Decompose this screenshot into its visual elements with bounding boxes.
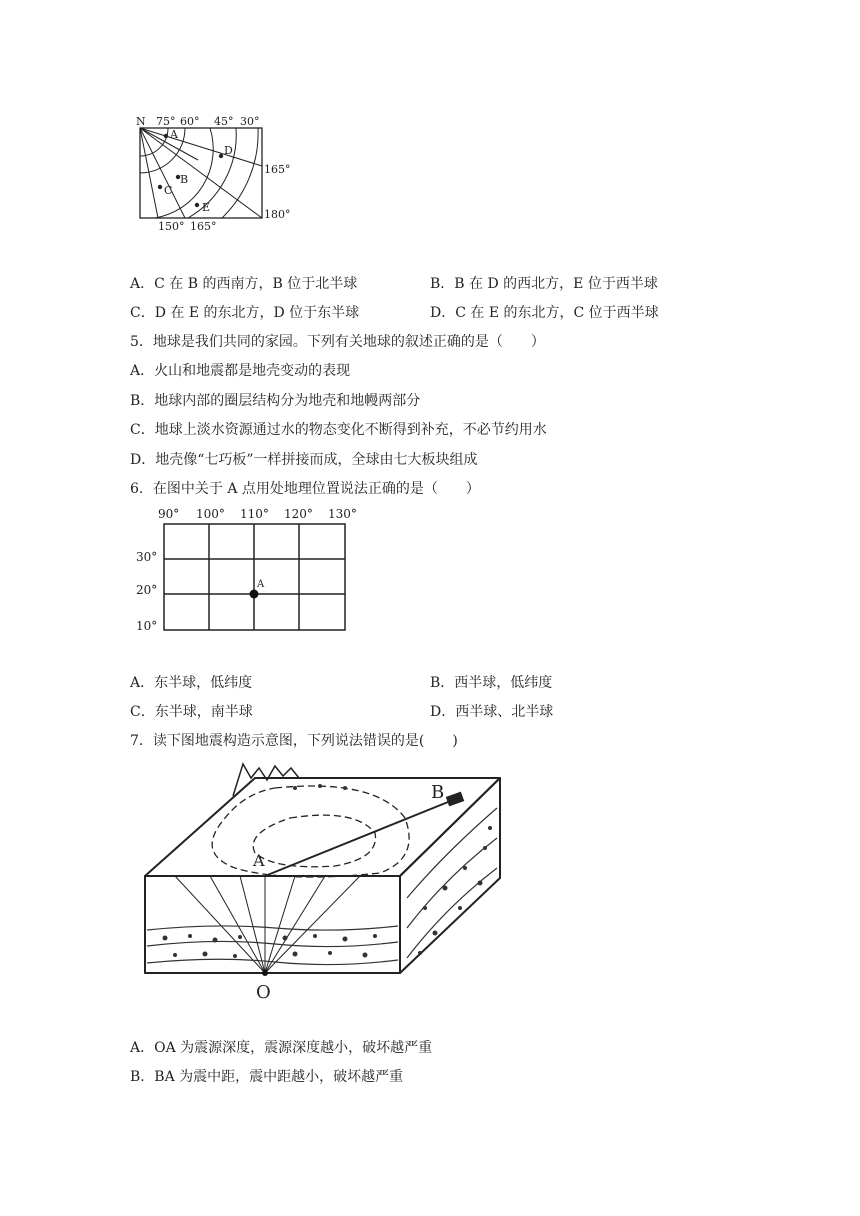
q4-option-b: B．B 在 D 的西北方，E 位于西半球	[430, 276, 658, 292]
point-c-label: C	[164, 184, 173, 197]
q5-stem: 5．地球是我们共同的家园。下列有关地球的叙述正确的是（ ）	[130, 334, 545, 350]
q5-option-a: A．火山和地震都是地壳变动的表现	[130, 363, 351, 379]
q5-option-b: B．地球内部的圈层结构分为地壳和地幔两部分	[130, 393, 421, 409]
lon-label-120: 120°	[284, 507, 313, 521]
q7-option-a: A．OA 为震源深度，震源深度越小，破坏越严重	[130, 1040, 433, 1056]
label-lon-165-bottom: 165°	[190, 220, 217, 233]
lat-label-30: 30°	[136, 550, 158, 564]
label-lon-150: 150°	[158, 220, 185, 233]
point-b-label: B	[431, 782, 445, 803]
q6-option-b: B．西半球，低纬度	[430, 675, 553, 691]
q4-option-a: A．C 在 B 的西南方，B 位于北半球	[130, 276, 358, 292]
lat-label-10: 10°	[136, 619, 158, 633]
lon-label-130: 130°	[328, 507, 357, 521]
point-e-label: E	[202, 201, 211, 214]
q7-stem: 7．读下图地震构造示意图，下列说法错误的是( )	[130, 733, 458, 749]
point-d-label: D	[224, 144, 233, 157]
label-lat-30: 30°	[240, 115, 260, 128]
q7-option-b: B．BA 为震中距，震中距越小，破坏越严重	[130, 1069, 404, 1085]
point-a-label: A	[257, 579, 265, 590]
lon-label-110: 110°	[240, 507, 269, 521]
q6-stem: 6．在图中关于 A 点用处地理位置说法正确的是（ ）	[130, 481, 480, 497]
q6-option-d: D．西半球、北半球	[430, 704, 554, 720]
point-o-label: O	[256, 982, 271, 1003]
point-a-label: A	[170, 128, 178, 141]
lon-label-100: 100°	[196, 507, 225, 521]
figure-earthquake-block	[135, 758, 510, 1003]
label-lat-75: 75°	[156, 115, 176, 128]
q4-option-c: C．D 在 E 的东北方，D 位于东半球	[130, 305, 360, 321]
label-lat-45: 45°	[214, 115, 234, 128]
figure-polar-grid	[130, 110, 300, 235]
figure-latlon-grid	[130, 503, 370, 638]
q5-option-c: C．地球上淡水资源通过水的物态变化不断得到补充，不必节约用水	[130, 422, 547, 438]
label-lon-165-right: 165°	[264, 163, 291, 176]
q5-option-d: D．地壳像“七巧板”一样拼接而成，全球由七大板块组成	[130, 452, 478, 468]
label-lon-180: 180°	[264, 208, 291, 221]
lon-label-90: 90°	[158, 507, 180, 521]
label-lat-60: 60°	[180, 115, 200, 128]
q6-option-a: A．东半球，低纬度	[130, 675, 253, 691]
q4-option-d: D．C 在 E 的东北方，C 位于西半球	[430, 305, 659, 321]
q6-option-c: C．东半球，南半球	[130, 704, 253, 720]
point-b-label: B	[180, 173, 189, 186]
lat-label-20: 20°	[136, 583, 158, 597]
point-a-label: A	[253, 851, 265, 870]
label-north: N	[136, 115, 146, 128]
